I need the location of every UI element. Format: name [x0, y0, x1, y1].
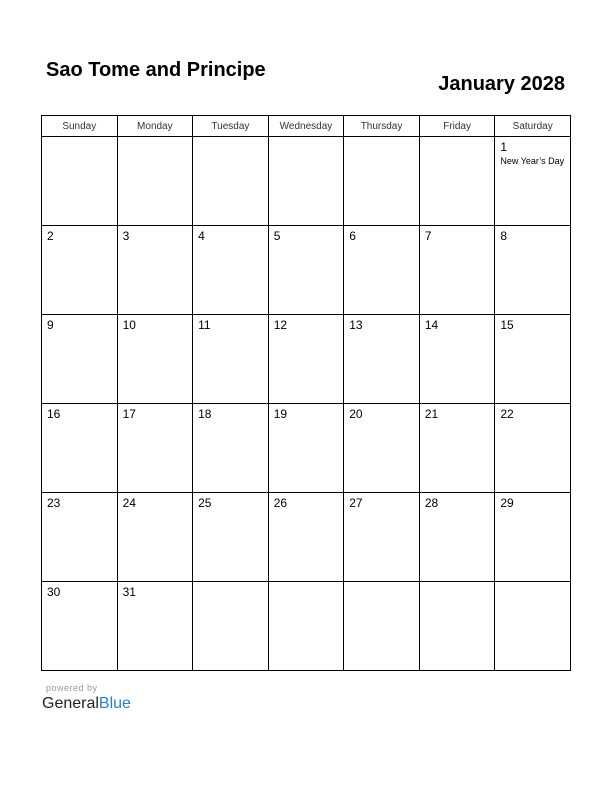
day-cell — [344, 493, 420, 582]
day-number: 5 — [273, 229, 281, 243]
day-number: 15 — [500, 318, 514, 332]
day-cell — [495, 404, 571, 493]
day-cell — [42, 404, 118, 493]
day-number — [269, 137, 344, 140]
calendar-grid — [41, 115, 571, 671]
day-number: 28 — [424, 496, 439, 510]
day-cell — [419, 404, 495, 493]
day-cell — [419, 315, 495, 404]
day-cell — [419, 493, 495, 582]
weekday-header: Saturday — [495, 116, 571, 137]
day-cell — [117, 493, 193, 582]
day-cell — [344, 315, 420, 404]
weekday-header: Monday — [117, 116, 193, 137]
day-cell — [495, 493, 571, 582]
day-number: 25 — [198, 496, 212, 510]
day-cell — [42, 315, 118, 404]
day-cell — [419, 137, 495, 226]
day-number: 16 — [47, 407, 61, 421]
day-number: 11 — [198, 318, 211, 332]
day-number — [344, 137, 419, 140]
day-cell — [193, 315, 269, 404]
logo-general-text: General — [42, 695, 99, 712]
day-number: 9 — [47, 318, 54, 332]
month-year-title: January 2028 — [438, 73, 565, 95]
day-number: 12 — [273, 318, 288, 332]
week-row — [42, 582, 571, 671]
day-number: 20 — [349, 407, 363, 421]
day-number — [118, 137, 193, 140]
day-cell — [42, 137, 118, 226]
day-number: 21 — [424, 407, 439, 421]
weekday-header: Wednesday — [268, 116, 344, 137]
day-number: 1 — [500, 140, 508, 154]
powered-by-text: powered by — [46, 683, 98, 693]
day-cell — [42, 493, 118, 582]
day-cell — [117, 226, 193, 315]
day-cell — [268, 404, 344, 493]
day-cell — [193, 404, 269, 493]
weekday-header: Friday — [419, 116, 495, 137]
weekday-header-row — [42, 116, 571, 137]
day-number: 27 — [349, 496, 363, 510]
day-number — [344, 582, 419, 585]
day-number: 10 — [122, 318, 136, 332]
day-number: 8 — [500, 229, 508, 243]
holiday-label: New Year’s Day — [500, 156, 565, 166]
day-number: 31 — [122, 585, 136, 599]
day-cell — [42, 582, 118, 671]
day-number: 7 — [424, 229, 432, 243]
day-cell — [495, 226, 571, 315]
day-number — [42, 137, 117, 140]
day-number: 13 — [349, 318, 363, 332]
day-number: 23 — [47, 496, 61, 510]
weekday-header: Tuesday — [193, 116, 269, 137]
day-number: 4 — [198, 229, 205, 243]
day-number: 17 — [122, 407, 136, 421]
day-number: 29 — [500, 496, 514, 510]
day-cell — [193, 226, 269, 315]
day-cell — [344, 226, 420, 315]
day-cell — [268, 315, 344, 404]
day-cell — [193, 137, 269, 226]
day-number: 19 — [273, 407, 288, 421]
day-number — [269, 582, 344, 585]
day-cell — [193, 582, 269, 671]
day-number: 14 — [424, 318, 439, 332]
day-cell — [268, 137, 344, 226]
day-cell — [268, 582, 344, 671]
week-row — [42, 137, 571, 226]
day-cell — [419, 226, 495, 315]
weekday-header: Sunday — [42, 116, 118, 137]
day-number: 22 — [500, 407, 514, 421]
day-number: 24 — [122, 496, 136, 510]
day-cell — [268, 493, 344, 582]
day-cell — [419, 582, 495, 671]
day-cell — [117, 582, 193, 671]
week-row — [42, 493, 571, 582]
day-cell — [117, 404, 193, 493]
day-cell — [495, 315, 571, 404]
logo-blue-text: Blue — [98, 695, 131, 712]
day-number: 26 — [273, 496, 288, 510]
day-cell — [193, 493, 269, 582]
day-number: 2 — [47, 229, 54, 243]
day-cell — [42, 226, 118, 315]
day-cell — [268, 226, 344, 315]
day-number: 18 — [198, 407, 212, 421]
day-number — [420, 582, 495, 585]
day-number — [193, 582, 268, 585]
day-number: 3 — [122, 229, 130, 243]
day-cell — [117, 315, 193, 404]
generalblue-logo[interactable] — [42, 694, 131, 714]
day-number: 6 — [349, 229, 356, 243]
day-cell — [344, 582, 420, 671]
week-row — [42, 404, 571, 493]
country-title: Sao Tome and Principe — [46, 59, 266, 81]
day-cell — [344, 137, 420, 226]
week-row — [42, 226, 571, 315]
weekday-header: Thursday — [344, 116, 420, 137]
day-cell — [117, 137, 193, 226]
day-cell — [495, 137, 571, 226]
day-number: 30 — [47, 585, 61, 599]
day-number — [420, 137, 495, 140]
week-row — [42, 315, 571, 404]
day-cell — [495, 582, 571, 671]
day-number — [495, 582, 570, 585]
day-number — [193, 137, 268, 140]
day-cell — [344, 404, 420, 493]
